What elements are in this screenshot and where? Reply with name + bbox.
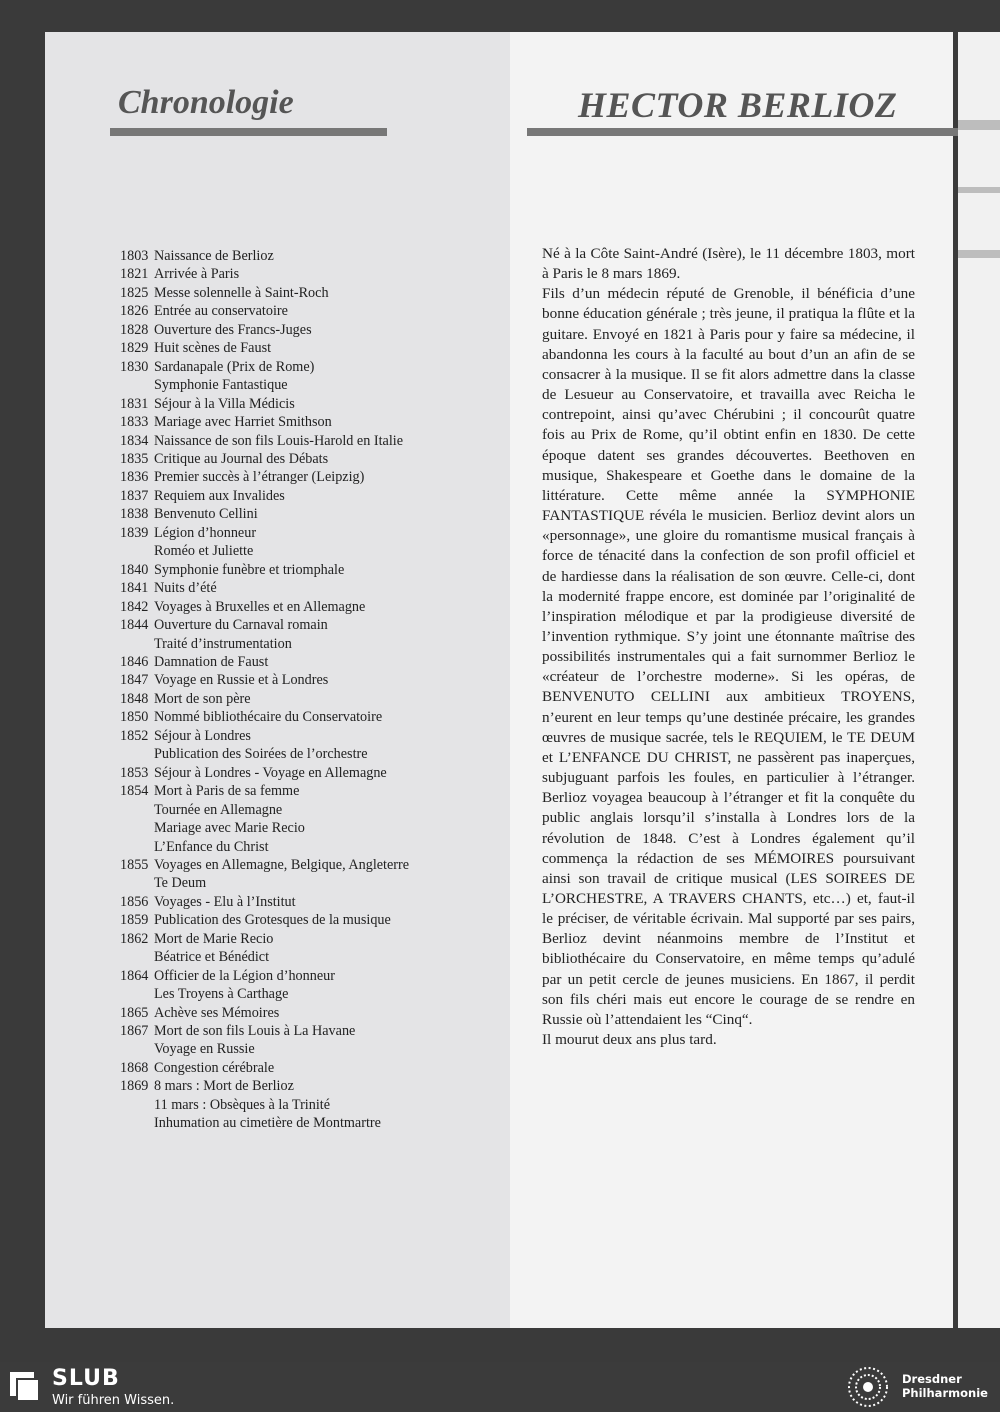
chronology-year: 1838 — [120, 506, 149, 523]
biography-paragraph: Fils d’un médecin réputé de Grenoble, il bénéficia d’une bonne éducation générale ; très jeune, il pratiqua la flûte et la guitare. Envoyé en 1821 à Paris pour y faire sa médecine, il abandonna les cours à la faculté au bout d’un an afin de se consacrer à la musique. Il se fit alors admettre dans la classe de Lesueur au Conservatoire, et travailla avec Reicha le contrepoint, ainsi qu’avec Chérubini ; il concourût quatre fois au Prix de Rome, qu’il obtint enfin en 1830. De cette époque datent ses grandes découvertes. Beethoven en musique, Shakespeare et Goethe dans le domaine de la littérature. Cette même année la SYMPHONIE FANTASTIQUE révéla le musicien. Berlioz devint alors un «personnage», une gloire du romantisme musical français à force de ténacité dans la confection de son profil officiel et de hardiesse dans la réalisation de son œuvre. Celle-ci, dont la modernité frappe encore, est dominée par l’originalité de l’inspiration mélodique et par la prodigieuse diversité de l’invention rythmique. S’y joint une étonnante maîtrise des possibilités instrumentales qui a fait surnommer Berlioz le «créateur de l’orchestre moderne». Si les opéras, de BENVENUTO CELLINI aux ambitieux TROYENS, n’eurent en leur temps qu’une destinée précaire, les grandes œuvres de musique sacrée, tels le REQUIEM, le TE DEUM et L’ENFANCE DU CHRIST, ne passèrent pas inaperçues, subjuguant parfois les foules, en particulier à l’étranger. Berlioz voyagea beaucoup à l’étranger et fit la conquête du public anglais lorsqu’il s’installa à Londres lors de la révolution de 1848. C’est à Londres également qu’il commença la rédaction de ses MÉMOIRES poursuivant ainsi son travail de critique musical (LES SOIREES DE L’ORCHESTRE, A TRAVERS CHANTS, etc…) et, faut-il le préciser, de véritable écrivain. Mal supporté par ses pairs, Berlioz devint néanmoins membre de l’Institut et bibliothécaire du Conservatoire, en même temps qu’adulé par un petit cercle de jeunes musiciens. En 1867, il perdit son fils chéri mais eut encore le courage de se rendre en Russie où l’attendaient les “Cinq“. — [542, 285, 915, 1028]
chronology-entry — [120, 930, 480, 948]
chronology-event: Arrivée à Paris — [154, 266, 240, 283]
chronology-entry — [120, 727, 480, 745]
chronology-event: Entrée au conservatoire — [154, 303, 288, 320]
title-right-rule — [527, 128, 958, 136]
chronology-event: Mariage avec Harriet Smithson — [154, 414, 332, 431]
chronology-year: 1829 — [120, 340, 149, 357]
chronology-year: 1867 — [120, 1023, 149, 1040]
chronology-year: 1803 — [120, 248, 149, 264]
chronology-year: 1831 — [120, 395, 149, 412]
edge-rule — [958, 120, 1000, 130]
chronology-entry — [120, 838, 480, 856]
chronology-event: Voyages en Allemagne, Belgique, Angleterre — [154, 856, 410, 873]
chronology-year: 1844 — [120, 617, 149, 634]
chronology-year — [120, 985, 154, 1003]
chronology-year — [120, 1114, 154, 1132]
chronology-entry — [120, 302, 480, 320]
chronology-year: 1853 — [120, 764, 149, 781]
chronology-event: 8 mars : Mort de Berlioz — [154, 1078, 294, 1095]
chronology-event: Mort de son père — [154, 690, 251, 707]
slub-logo-icon — [8, 1370, 42, 1404]
chronology-event: L’Enfance du Christ — [154, 838, 269, 855]
chronology-entry — [120, 358, 480, 376]
chronology-year — [120, 838, 154, 856]
chronology-entry — [120, 893, 480, 911]
chronology-entry — [120, 321, 480, 339]
chronology-entry — [120, 764, 480, 782]
chronology-year: 1834 — [120, 432, 149, 449]
chronology-event: Traité d’instrumentation — [154, 635, 292, 652]
chronology-year: 1835 — [120, 450, 149, 467]
chronology-year: 1826 — [120, 303, 149, 320]
chronology-entry — [120, 265, 480, 283]
chronology-year: 1839 — [120, 524, 149, 541]
chronology-entry — [120, 690, 480, 708]
chronology-entry — [120, 1022, 480, 1040]
chronology-event: Inhumation au cimetière de Montmartre — [154, 1115, 381, 1132]
chronology-entry — [120, 708, 480, 726]
chronology-year: 1855 — [120, 856, 149, 873]
chronology-event: Damnation de Faust — [154, 653, 269, 670]
chronology-entry — [120, 616, 480, 634]
chronology-entry — [120, 284, 480, 302]
chronology-year: 1859 — [120, 912, 149, 929]
chronology-entry — [120, 1059, 480, 1077]
chronology-event: Voyages à Bruxelles et en Allemagne — [154, 598, 366, 615]
chronology-event: Naissance de Berlioz — [154, 248, 274, 264]
logo-line-2: Philharmonie — [902, 1386, 988, 1400]
slub-tagline: Wir führen Wissen. — [52, 1393, 175, 1408]
chronology-year: 1840 — [120, 561, 149, 578]
chronology-year — [120, 745, 154, 763]
chronology-event: Séjour à Londres — [154, 727, 251, 744]
chronology-event: Mort à Paris de sa femme — [154, 783, 300, 800]
edge-rule — [958, 187, 1000, 193]
chronology-year: 1869 — [120, 1078, 149, 1095]
chronology-event: Séjour à Londres - Voyage en Allemagne — [154, 764, 387, 781]
slub-logo-text: SLUB — [52, 1366, 120, 1391]
chronology-entry — [120, 671, 480, 689]
chronology-event: Légion d’honneur — [154, 524, 257, 541]
chronology-year: 1841 — [120, 580, 149, 597]
chronology-event: Béatrice et Bénédict — [154, 949, 270, 966]
chronology-event: Officier de la Légion d’honneur — [154, 967, 335, 984]
chronology-event: Mort de Marie Recio — [154, 930, 274, 947]
chronology-year: 1850 — [120, 709, 149, 726]
chronology-event: Symphonie funèbre et triomphale — [154, 561, 345, 578]
chronology-entry — [120, 450, 480, 468]
chronology-event: Mariage avec Marie Recio — [154, 820, 305, 837]
dresdner-philharmonie-logo-text — [902, 1372, 988, 1400]
chronology-entry — [120, 856, 480, 874]
chronology-year — [120, 819, 154, 837]
chronology-event: Ouverture du Carnaval romain — [154, 617, 328, 634]
chronology-year: 1847 — [120, 672, 149, 689]
chronology-year — [120, 376, 154, 394]
chronology-event: Voyage en Russie — [154, 1041, 255, 1058]
chronology-entry — [120, 948, 480, 966]
chronology-entry — [120, 487, 480, 505]
chronology-event: Mort de son fils Louis à La Havane — [154, 1023, 356, 1040]
page-title: HECTOR BERLIOZ — [578, 85, 898, 125]
chronology-year — [120, 1096, 154, 1114]
chronology-entry — [120, 432, 480, 450]
chronology-event: Les Troyens à Carthage — [154, 986, 289, 1003]
chronology-entry — [120, 782, 480, 800]
chronology-entry — [120, 247, 480, 265]
chronology-year — [120, 874, 154, 892]
chronology-event: Nommé bibliothécaire du Conservatoire — [154, 709, 383, 726]
chronology-year: 1836 — [120, 469, 149, 486]
chronology-year: 1830 — [120, 358, 149, 375]
chronology-event: Critique au Journal des Débats — [154, 450, 329, 467]
chronology-entry — [120, 801, 480, 819]
chronology-entry — [120, 874, 480, 892]
chronology-year — [120, 801, 154, 819]
chronology-year: 1828 — [120, 321, 149, 338]
chronology-entry — [120, 339, 480, 357]
chronology-event: Publication des Soirées de l’orchestre — [154, 746, 368, 763]
next-page-edge — [958, 32, 1000, 1328]
chronology-event: Voyage en Russie et à Londres — [154, 672, 329, 689]
logo-line-1: Dresdner — [902, 1372, 962, 1386]
chronology-entry — [120, 1077, 480, 1095]
chronology-year: 1852 — [120, 727, 149, 744]
chronology-event: Te Deum — [154, 875, 207, 892]
chronology-event: Messe solennelle à Saint-Roch — [154, 284, 329, 301]
footer-bar — [0, 1362, 1000, 1412]
chronology-year: 1856 — [120, 893, 149, 910]
edge-rule — [958, 250, 1000, 258]
chronology-event: Ouverture des Francs-Juges — [154, 321, 312, 338]
chronology-event: Achève ses Mémoires — [154, 1004, 280, 1021]
chronology-event: Sardanapale (Prix de Rome) — [154, 358, 315, 375]
chronology-year — [120, 1040, 154, 1058]
chronology-year — [120, 542, 154, 560]
chronology-entry — [120, 635, 480, 653]
chronology-year: 1842 — [120, 598, 149, 615]
chronology-entry — [120, 598, 480, 616]
biography-paragraph: Né à la Côte Saint-André (Isère), le 11 décembre 1803, mort à Paris le 8 mars 1869. — [542, 245, 915, 283]
chronology-entry — [120, 579, 480, 597]
chronology-year: 1833 — [120, 414, 149, 431]
chronology-event: Voyages - Elu à l’Institut — [154, 893, 296, 910]
chronology-year: 1821 — [120, 266, 149, 283]
chronology-year: 1846 — [120, 653, 149, 670]
chronology-event: Huit scènes de Faust — [154, 340, 272, 357]
chronology-entry — [120, 505, 480, 523]
chronology-entry — [120, 653, 480, 671]
chronology-year: 1837 — [120, 487, 149, 504]
chronology-year: 1825 — [120, 284, 149, 301]
chronology-event: Naissance de son fils Louis-Harold en Italie — [154, 432, 403, 449]
chronology-event: Nuits d’été — [154, 580, 217, 597]
chronology-list — [120, 247, 480, 1133]
chronology-year: 1865 — [120, 1004, 149, 1021]
chronology-entry — [120, 819, 480, 837]
chronology-entry — [120, 1040, 480, 1058]
chronology-entry — [120, 911, 480, 929]
chronology-entry — [120, 395, 480, 413]
chronology-event: Benvenuto Cellini — [154, 506, 258, 523]
chronology-entry — [120, 967, 480, 985]
biography-paragraph: Il mourut deux ans plus tard. — [542, 1031, 717, 1049]
chronology-entry — [120, 376, 480, 394]
chronology-entry — [120, 413, 480, 431]
chronology-event: Congestion cérébrale — [154, 1059, 275, 1076]
chronology-entry — [120, 1004, 480, 1022]
chronology-entry — [120, 1096, 480, 1114]
chronology-event: Roméo et Juliette — [154, 543, 254, 560]
chronology-year: 1868 — [120, 1059, 149, 1076]
chronology-year — [120, 948, 154, 966]
title-left-rule — [110, 128, 387, 136]
dresdner-philharmonie-logo-icon — [842, 1365, 894, 1409]
chronology-entry — [120, 1114, 480, 1132]
chronology-year: 1862 — [120, 930, 149, 947]
chronology-event: 11 mars : Obsèques à la Trinité — [154, 1096, 331, 1113]
chronology-event: Requiem aux Invalides — [154, 487, 285, 504]
chronology-event: Tournée en Allemagne — [154, 801, 283, 818]
chronology-year: 1854 — [120, 783, 149, 800]
biography-text — [542, 244, 915, 1050]
chronology-entry — [120, 745, 480, 763]
chronology-title: Chronologie — [118, 84, 294, 121]
chronology-event: Séjour à la Villa Médicis — [154, 395, 295, 412]
chronology-entry — [120, 985, 480, 1003]
chronology-entry — [120, 524, 480, 542]
chronology-event: Premier succès à l’étranger (Leipzig) — [154, 469, 365, 486]
chronology-year: 1848 — [120, 690, 149, 707]
chronology-entry — [120, 561, 480, 579]
chronology-event: Symphonie Fantastique — [154, 377, 288, 394]
chronology-year: 1864 — [120, 967, 149, 984]
chronology-year — [120, 635, 154, 653]
chronology-entry — [120, 542, 480, 560]
chronology-entry — [120, 468, 480, 486]
chronology-event: Publication des Grotesques de la musique — [154, 912, 391, 929]
